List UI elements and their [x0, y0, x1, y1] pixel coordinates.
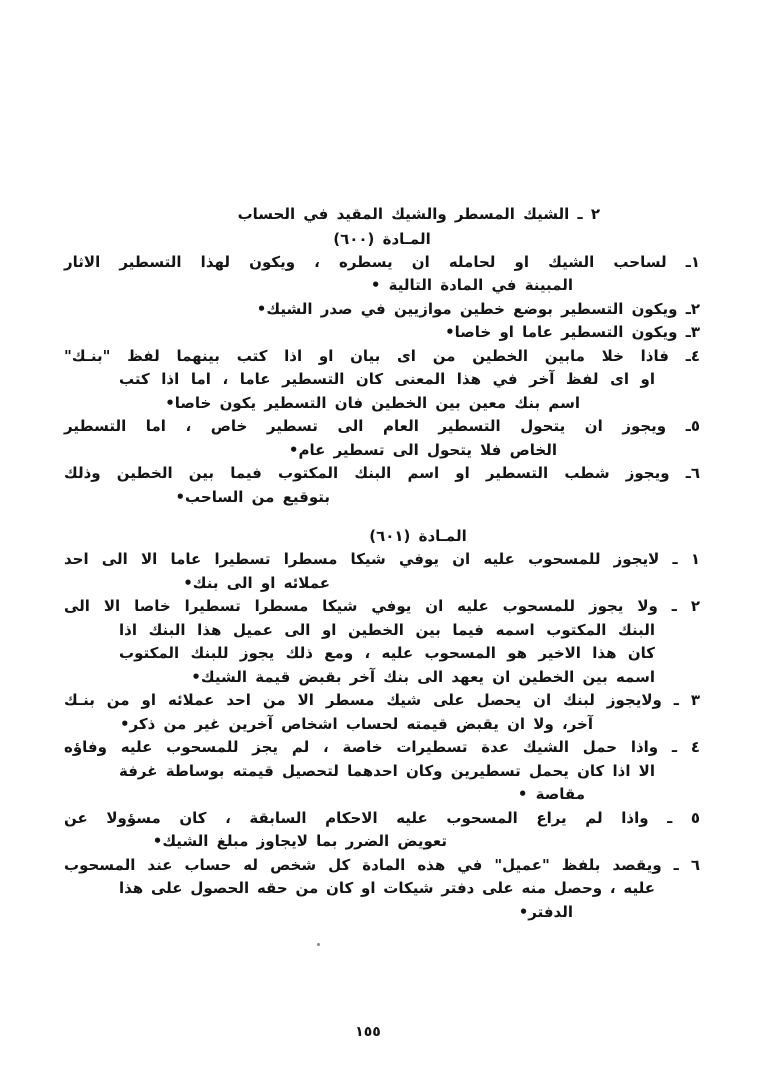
text-line: المبينة في المادة التالية • — [370, 276, 573, 294]
text-line: ٢ـ ويكون التسطير بوضع خطين موازيين في صدر الشيك• — [256, 299, 700, 318]
article-item — [64, 548, 700, 595]
article-item — [64, 807, 700, 854]
text-line: الا اذا كان يحمل تسطيرين وكان احدهما لتحصيل قيمته بوساطة غرفة — [119, 761, 655, 780]
text-line: ٤ ـ واذا حمل الشيك عدة تسطيرات خاصة ، لم يجز للمسحوب عليه وفاؤه — [64, 738, 700, 756]
text-line: مقاصة • — [517, 785, 585, 803]
article-item — [64, 854, 700, 925]
article-item — [64, 321, 700, 345]
text-line: البنك المكتوب اسمه فيما بين الخطين او الى عميل هذا البنك اذا — [119, 620, 655, 639]
text-line: ١ـ لساحب الشيك او لحامله ان يسطره ، ويكون لهذا التسطير الاثار — [64, 252, 700, 271]
scan-artifact-dot — [317, 943, 320, 946]
article-600 — [64, 251, 700, 510]
text-line: ٦ـ ويجوز شطب التسطير او اسم البنك المكتوب فيما بين الخطين وذلك — [64, 464, 700, 482]
text-line: او اى لفظ آخر في هذا المعنى كان التسطير عاما ، اما اذا كتب — [119, 370, 655, 388]
text-line: كان هذا الاخير هو المسحوب عليه ، ومع ذلك يجوز للبنك المكتوب — [119, 644, 655, 662]
article-item — [64, 462, 700, 509]
text-line: ٢ ـ ولا يجوز للمسحوب عليه ان يوفي شيكا مسطرا تسطيرا خاصا الا الى — [64, 597, 700, 615]
text-line: ٦ ـ ويقصد بلفظ "عميل" في هذه المادة كل شخص له حساب عند المسحوب — [64, 855, 700, 874]
article-item — [64, 251, 700, 298]
text-line: ٤ـ فاذا خلا مابين الخطين من اى بيان او اذا كتب بينهما لفظ "بنـك" — [64, 346, 700, 365]
text-line: الدفتر• — [518, 902, 573, 921]
text-line: عملائه او الى بنك• — [183, 573, 330, 592]
article-600-heading: المـادة (٦٠٠) — [333, 229, 431, 248]
section-title: ٢ ـ الشيك المسطر والشيك المقيد في الحساب — [237, 205, 600, 223]
text-line: ٣ـ ويكون التسطير عاما او خاصا• — [445, 323, 700, 341]
article-item — [64, 298, 700, 322]
text-line: الخاص فلا يتحول الى تسطير عام• — [288, 440, 557, 459]
text-line: بتوقيع من الساحب• — [175, 487, 330, 506]
article-item — [64, 415, 700, 462]
article-item — [64, 595, 700, 689]
text-line: ٥ ـ واذا لم يراع المسحوب عليه الاحكام السابقة ، كان مسؤولا عن — [64, 808, 700, 827]
page-number: ١٥٥ — [355, 1024, 381, 1040]
article-item — [64, 345, 700, 416]
text-line: آخر، ولا ان يقبض قيمته لحساب اشخاص آخرين غير من ذكر• — [119, 714, 593, 733]
article-601-heading: المـادة (٦٠١) — [369, 527, 467, 545]
article-item — [64, 689, 700, 736]
text-line: ٣ ـ ولايجوز لبنك ان يحصل على شيك مسطر الا من احد عملائه او من بنـك — [64, 691, 700, 709]
text-line: اسمه بين الخطين ان يعهد الى بنك آخر بقبض قيمة الشيك• — [191, 667, 655, 686]
text-line: عليه ، وحصل منه على دفتر شيكات او كان من حقه الحصول على هذا — [119, 879, 655, 897]
text-line: ٥ـ ويجوز ان يتحول التسطير العام الى تسطير خاص ، اما التسطير — [64, 417, 700, 435]
text-line: تعويض الضرر بما لايجاوز مبلغ الشيك• — [152, 832, 447, 850]
document-body — [64, 203, 700, 924]
text-line: ١ ـ لايجوز للمسحوب عليه ان يوفي شيكا مسطرا تسطيرا عاما الا الى احد — [64, 550, 700, 568]
article-item — [64, 736, 700, 807]
text-line: اسم بنك معين بين الخطين فان التسطير يكون خاصا• — [165, 393, 580, 412]
article-601 — [64, 548, 700, 924]
